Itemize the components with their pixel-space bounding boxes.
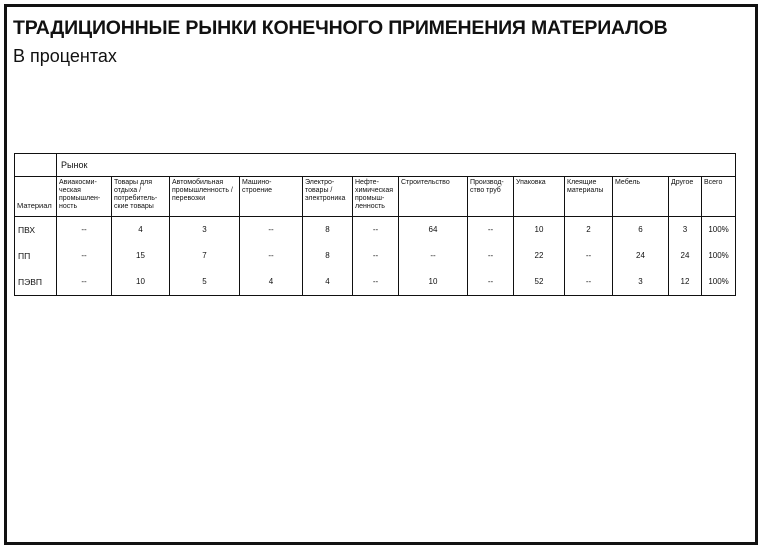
value-cell: -- bbox=[57, 217, 112, 244]
page-subtitle: В процентах bbox=[13, 46, 117, 66]
column-header: Упаковка bbox=[514, 177, 565, 217]
value-cell: -- bbox=[57, 269, 112, 296]
value-cell: 24 bbox=[613, 243, 669, 269]
value-cell: 3 bbox=[613, 269, 669, 296]
value-cell: 100% bbox=[702, 217, 736, 244]
table-row bbox=[15, 269, 736, 296]
value-cell: 8 bbox=[303, 217, 353, 244]
value-cell: -- bbox=[353, 217, 399, 244]
value-cell: 5 bbox=[170, 269, 240, 296]
value-cell: 4 bbox=[303, 269, 353, 296]
column-header: Машино-строение bbox=[240, 177, 303, 217]
column-header: Электро-товары / электроника bbox=[303, 177, 353, 217]
value-cell: 100% bbox=[702, 243, 736, 269]
page-title: ТРАДИЦИОННЫЕ РЫНКИ КОНЕЧНОГО ПРИМЕНЕНИЯ МАТЕРИАЛОВ bbox=[13, 17, 668, 39]
value-cell: -- bbox=[468, 217, 514, 244]
value-cell: 10 bbox=[112, 269, 170, 296]
value-cell: 52 bbox=[514, 269, 565, 296]
end-use-markets-table bbox=[14, 153, 736, 296]
table-row bbox=[15, 243, 736, 269]
value-cell: 3 bbox=[669, 217, 702, 244]
value-cell: 24 bbox=[669, 243, 702, 269]
value-cell: -- bbox=[399, 243, 468, 269]
column-header: Мебель bbox=[613, 177, 669, 217]
value-cell: -- bbox=[468, 243, 514, 269]
value-cell: -- bbox=[353, 243, 399, 269]
value-cell: 4 bbox=[240, 269, 303, 296]
column-header: Строительство bbox=[399, 177, 468, 217]
value-cell: 10 bbox=[514, 217, 565, 244]
value-cell: -- bbox=[240, 217, 303, 244]
value-cell: 10 bbox=[399, 269, 468, 296]
value-cell: 6 bbox=[613, 217, 669, 244]
column-header: Нефте-химическая промыш-ленность bbox=[353, 177, 399, 217]
column-header: Клеящие материалы bbox=[565, 177, 613, 217]
material-cell: ПЭВП bbox=[15, 269, 57, 296]
market-header: Рынок bbox=[57, 154, 736, 177]
column-header: Другое bbox=[669, 177, 702, 217]
column-header: Производ-ство труб bbox=[468, 177, 514, 217]
value-cell: 64 bbox=[399, 217, 468, 244]
value-cell: -- bbox=[565, 269, 613, 296]
column-header: Товары для отдыха / потребитель-ские товары bbox=[112, 177, 170, 217]
value-cell: 12 bbox=[669, 269, 702, 296]
value-cell: 2 bbox=[565, 217, 613, 244]
corner-cell bbox=[15, 154, 57, 177]
column-header: Автомобильная промышленность / перевозки bbox=[170, 177, 240, 217]
value-cell: 3 bbox=[170, 217, 240, 244]
value-cell: -- bbox=[57, 243, 112, 269]
column-header: Всего bbox=[702, 177, 736, 217]
value-cell: -- bbox=[353, 269, 399, 296]
value-cell: -- bbox=[240, 243, 303, 269]
value-cell: 100% bbox=[702, 269, 736, 296]
value-cell: 7 bbox=[170, 243, 240, 269]
column-header: Авиакосми-ческая промышлен-ность bbox=[57, 177, 112, 217]
material-cell: ПП bbox=[15, 243, 57, 269]
material-header: Материал bbox=[15, 177, 57, 217]
value-cell: 15 bbox=[112, 243, 170, 269]
value-cell: 8 bbox=[303, 243, 353, 269]
value-cell: -- bbox=[565, 243, 613, 269]
value-cell: 4 bbox=[112, 217, 170, 244]
value-cell: 22 bbox=[514, 243, 565, 269]
table-row bbox=[15, 217, 736, 244]
material-cell: ПВХ bbox=[15, 217, 57, 244]
value-cell: -- bbox=[468, 269, 514, 296]
